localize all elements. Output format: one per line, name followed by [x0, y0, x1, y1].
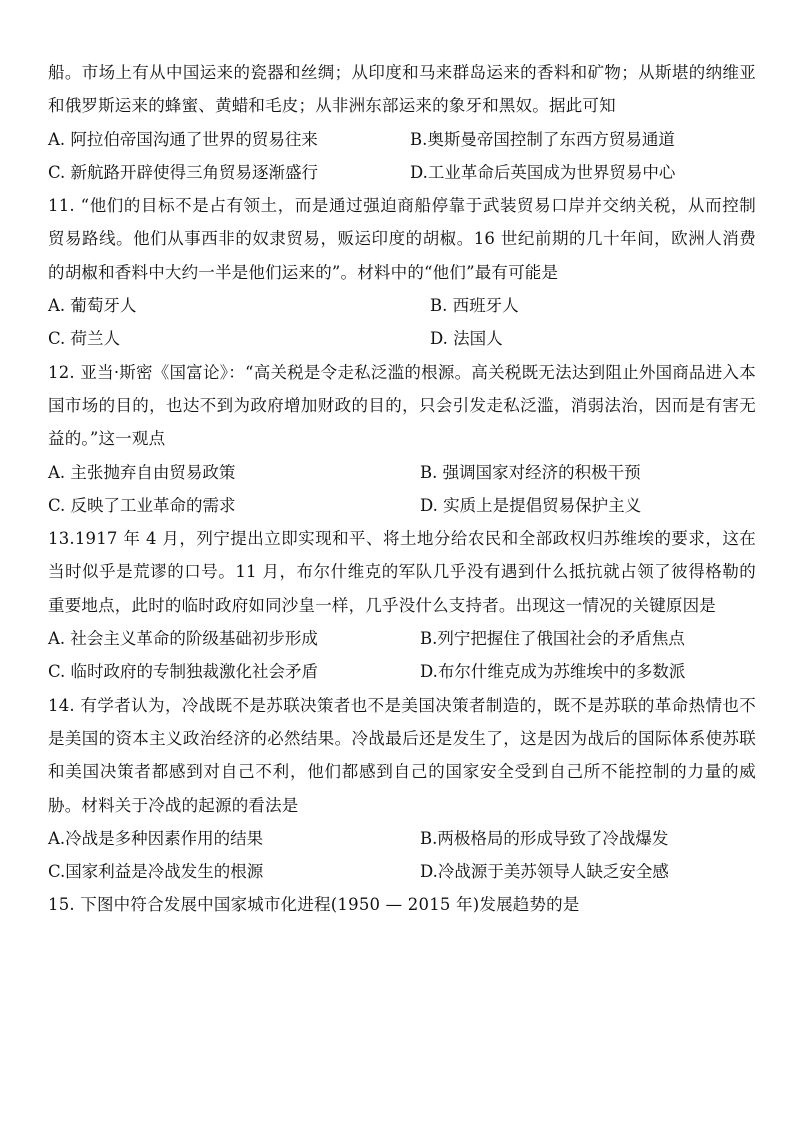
q14-stem: 14. 有学者认为，冷战既不是苏联决策者也不是美国决策者制造的，既不是苏联的革命热情也不是美国的资本主义政治经济的必然结果。冷战最后还是发生了，这是因为战后的国际体系使苏联和美国决策者都感到对自己不利，他们都感到自己的国家安全受到自己所不能控制的力量的威胁。材料关于冷战的起源的看法是 [48, 695, 756, 815]
q10-option-c[interactable]: C. 新航路开辟使得三角贸易逐渐盛行 [48, 162, 319, 182]
q12-stem: 12. 亚当·斯密《国富论》：“高关税是令走私泛滥的根源。高关税既无法达到阻止外国商品进入本国市场的目的，也达不到为政府增加财政的目的，只会引发走私泛滥，消弱法治，因而是有害无益的。”这一观点 [48, 362, 756, 449]
q13-options-row-1 [48, 622, 756, 655]
q11-options-row-2 [48, 322, 756, 355]
q11-option-d[interactable]: D. 法国人 [430, 329, 503, 349]
q14-option-c[interactable]: C.国家利益是冷战发生的根源 [48, 862, 264, 882]
q12-option-d[interactable]: D. 实质上是提倡贸易保护主义 [420, 495, 642, 515]
q14-options-row-2 [48, 855, 756, 888]
q11-option-c[interactable]: C. 荷兰人 [48, 329, 121, 349]
q14-options-row-1 [48, 822, 756, 855]
q10-options-row-1 [48, 123, 756, 156]
q12-option-c[interactable]: C. 反映了工业革命的需求 [48, 495, 236, 515]
q12-options-row-1 [48, 456, 756, 489]
q12-options-row-2 [48, 489, 756, 522]
exam-page [48, 56, 756, 922]
q14-option-a[interactable]: A.冷战是多种因素作用的结果 [48, 828, 264, 848]
q13-option-a[interactable]: A. 社会主义革命的阶级基础初步形成 [48, 629, 318, 649]
q11-option-a[interactable]: A. 葡萄牙人 [48, 296, 137, 316]
q13-option-b[interactable]: B.列宁把握住了俄国社会的矛盾焦点 [420, 629, 685, 649]
q10-options-row-2 [48, 156, 756, 189]
q12-option-a[interactable]: A. 主张抛弃自由贸易政策 [48, 462, 236, 482]
q15-stem: 15. 下图中符合发展中国家城市化进程(1950 — 2015 年)发展趋势的是 [48, 895, 580, 915]
q14-option-d[interactable]: D.冷战源于美苏领导人缺乏安全感 [420, 862, 669, 882]
q10-stem: 船。市场上有从中国运来的瓷器和丝绸；从印度和马来群岛运来的香料和矿物；从斯堪的纳维亚和俄罗斯运来的蜂蜜、黄蜡和毛皮；从非洲东部运来的象牙和黑奴。据此可知 [48, 63, 756, 116]
q10-option-b[interactable]: B.奥斯曼帝国控制了东西方贸易通道 [410, 129, 675, 149]
q13-option-d[interactable]: D.布尔什维克成为苏维埃中的多数派 [420, 662, 686, 682]
q11-option-b[interactable]: B. 西班牙人 [430, 296, 519, 316]
q10-option-a[interactable]: A. 阿拉伯帝国沟通了世界的贸易往来 [48, 129, 318, 149]
q12-option-b[interactable]: B. 强调国家对经济的积极干预 [420, 462, 641, 482]
q11-stem: 11. “他们的目标不是占有领土，而是通过强迫商船停靠于武装贸易口岸并交纳关税，从而控制贸易路线。他们从事西非的奴隶贸易，贩运印度的胡椒。16 世纪前期的几十年间，欧洲人消费的胡椒和香料中大约一半是他们运来的”。材料中的“他们”最有可能是 [48, 196, 756, 282]
q13-stem: 13.1917 年 4 月，列宁提出立即实现和平、将土地分给农民和全部政权归苏维埃的要求，这在当时似乎是荒谬的口号。11 月，布尔什维克的军队几乎没有遇到什么抵抗就占领了彼得格勒的重要地点，此时的临时政府如同沙皇一样，几乎没什么支持者。出现这一情况的关键原因是 [48, 529, 756, 615]
q13-option-c[interactable]: C. 临时政府的专制独裁激化社会矛盾 [48, 662, 319, 682]
q11-options-row-1 [48, 289, 756, 322]
q14-option-b[interactable]: B.两极格局的形成导致了冷战爆发 [420, 828, 669, 848]
q10-option-d[interactable]: D.工业革命后英国成为世界贸易中心 [410, 162, 676, 182]
q13-options-row-2 [48, 655, 756, 688]
